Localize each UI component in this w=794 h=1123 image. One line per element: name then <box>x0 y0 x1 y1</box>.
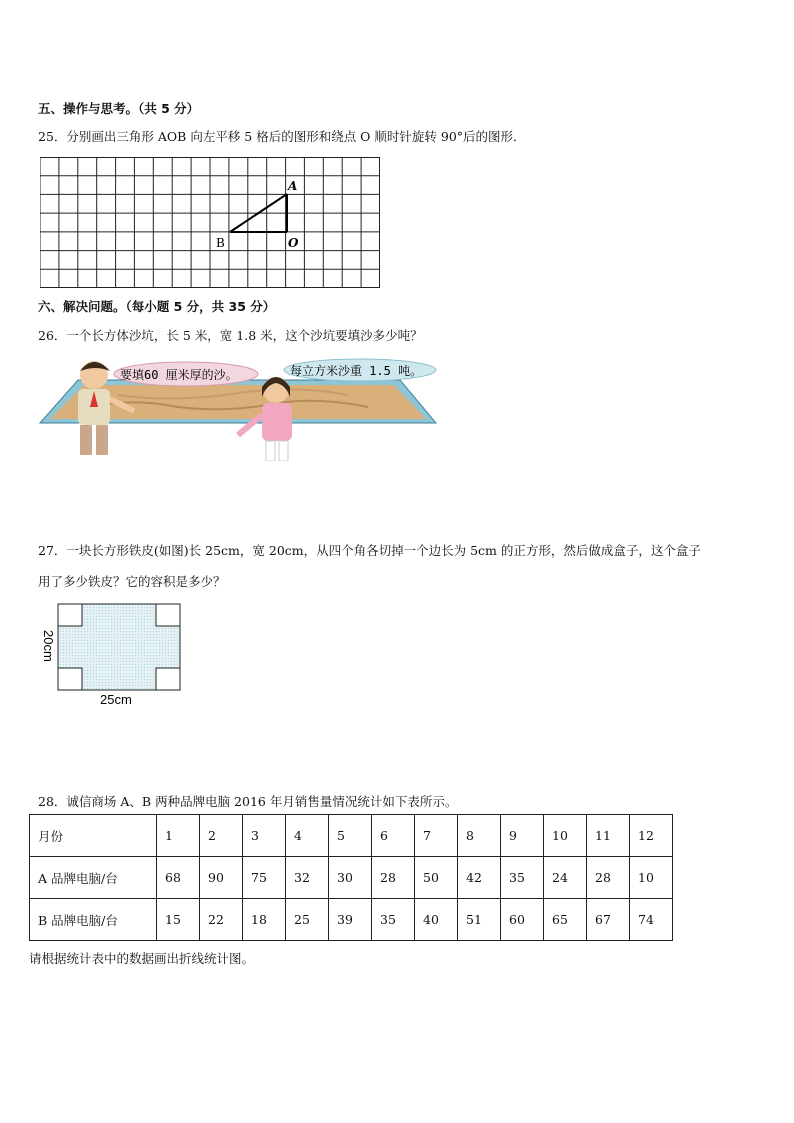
table-row <box>30 899 673 941</box>
q25-grid-svg <box>40 157 380 288</box>
q25-grid-figure <box>40 157 380 288</box>
table-cell: 28 <box>587 857 630 899</box>
table-cell: 22 <box>200 899 243 941</box>
table-cell: 25 <box>286 899 329 941</box>
table-cell: 35 <box>372 899 415 941</box>
table-cell: 9 <box>501 815 544 857</box>
grid-lines <box>40 158 380 288</box>
bubble-right-text: 每立方米沙重 1.5 吨。 <box>290 364 423 378</box>
table-cell: 12 <box>630 815 673 857</box>
table-cell: 5 <box>329 815 372 857</box>
width-label: 25cm <box>100 692 132 707</box>
table-cell: 75 <box>243 857 286 899</box>
q26-sandpit-illustration <box>38 355 438 461</box>
corner-square-tl <box>58 604 82 626</box>
table-cell: 68 <box>157 857 200 899</box>
label-o: O <box>288 236 299 250</box>
table-cell: 3 <box>243 815 286 857</box>
q27-tin-sheet-figure <box>38 600 188 710</box>
corner-square-br <box>156 668 180 690</box>
table-cell: 2 <box>200 815 243 857</box>
table-cell: 28 <box>372 857 415 899</box>
table-cell: 51 <box>458 899 501 941</box>
q28-text: 28．诚信商场 A、B 两种品牌电脑 2016 年月销售量情况统计如下表所示。 <box>38 794 458 809</box>
q25-text: 25．分别画出三角形 AOB 向左平移 5 格后的图形和绕点 O 顺时针旋转 90°后的图形． <box>38 129 526 144</box>
table-cell: 42 <box>458 857 501 899</box>
corner-square-bl <box>58 668 82 690</box>
table-row-label: A 品牌电脑/台 <box>30 857 157 899</box>
table-row-label: B 品牌电脑/台 <box>30 899 157 941</box>
table-cell: 40 <box>415 899 458 941</box>
q26-text: 26．一个长方体沙坑，长 5 米，宽 1.8 米，这个沙坑要填沙多少吨？ <box>38 328 423 343</box>
table-cell: 60 <box>501 899 544 941</box>
table-cell: 30 <box>329 857 372 899</box>
bubble-left-text: 要填60 厘米厚的沙。 <box>120 368 238 382</box>
table-cell: 6 <box>372 815 415 857</box>
q28-instruction: 请根据统计表中的数据画出折线统计图。 <box>29 951 255 966</box>
table-cell: 24 <box>544 857 587 899</box>
table-cell: 32 <box>286 857 329 899</box>
table-header-row <box>30 815 673 857</box>
table-cell: 8 <box>458 815 501 857</box>
section6-title: 六、解决问题。（每小题 5 分，共 35 分） <box>38 299 276 314</box>
table-cell: 15 <box>157 899 200 941</box>
label-a: A <box>288 179 298 193</box>
table-cell: 35 <box>501 857 544 899</box>
label-b: B <box>216 236 225 250</box>
section5-title: 五、操作与思考。（共 5 分） <box>38 101 200 116</box>
table-cell: 50 <box>415 857 458 899</box>
table-cell: 10 <box>544 815 587 857</box>
table-cell: 39 <box>329 899 372 941</box>
table-row <box>30 857 673 899</box>
corner-square-tr <box>156 604 180 626</box>
sales-table <box>29 814 673 941</box>
table-cell: 67 <box>587 899 630 941</box>
q27-text-line2: 用了多少铁皮？它的容积是多少？ <box>38 574 226 589</box>
table-cell: 1 <box>157 815 200 857</box>
table-cell: 7 <box>415 815 458 857</box>
q27-text-line1: 27．一块长方形铁皮(如图)长 25cm，宽 20cm，从四个角各切掉一个边长为 5cm 的正方形，然后做成盒子，这个盒子 <box>38 543 701 558</box>
table-cell: 74 <box>630 899 673 941</box>
table-cell: 10 <box>630 857 673 899</box>
table-cell: 18 <box>243 899 286 941</box>
table-cell: 90 <box>200 857 243 899</box>
table-cell: 11 <box>587 815 630 857</box>
height-label: 20cm <box>41 630 56 662</box>
table-cell: 4 <box>286 815 329 857</box>
table-cell: 65 <box>544 899 587 941</box>
table-row-label: 月份 <box>30 815 157 857</box>
